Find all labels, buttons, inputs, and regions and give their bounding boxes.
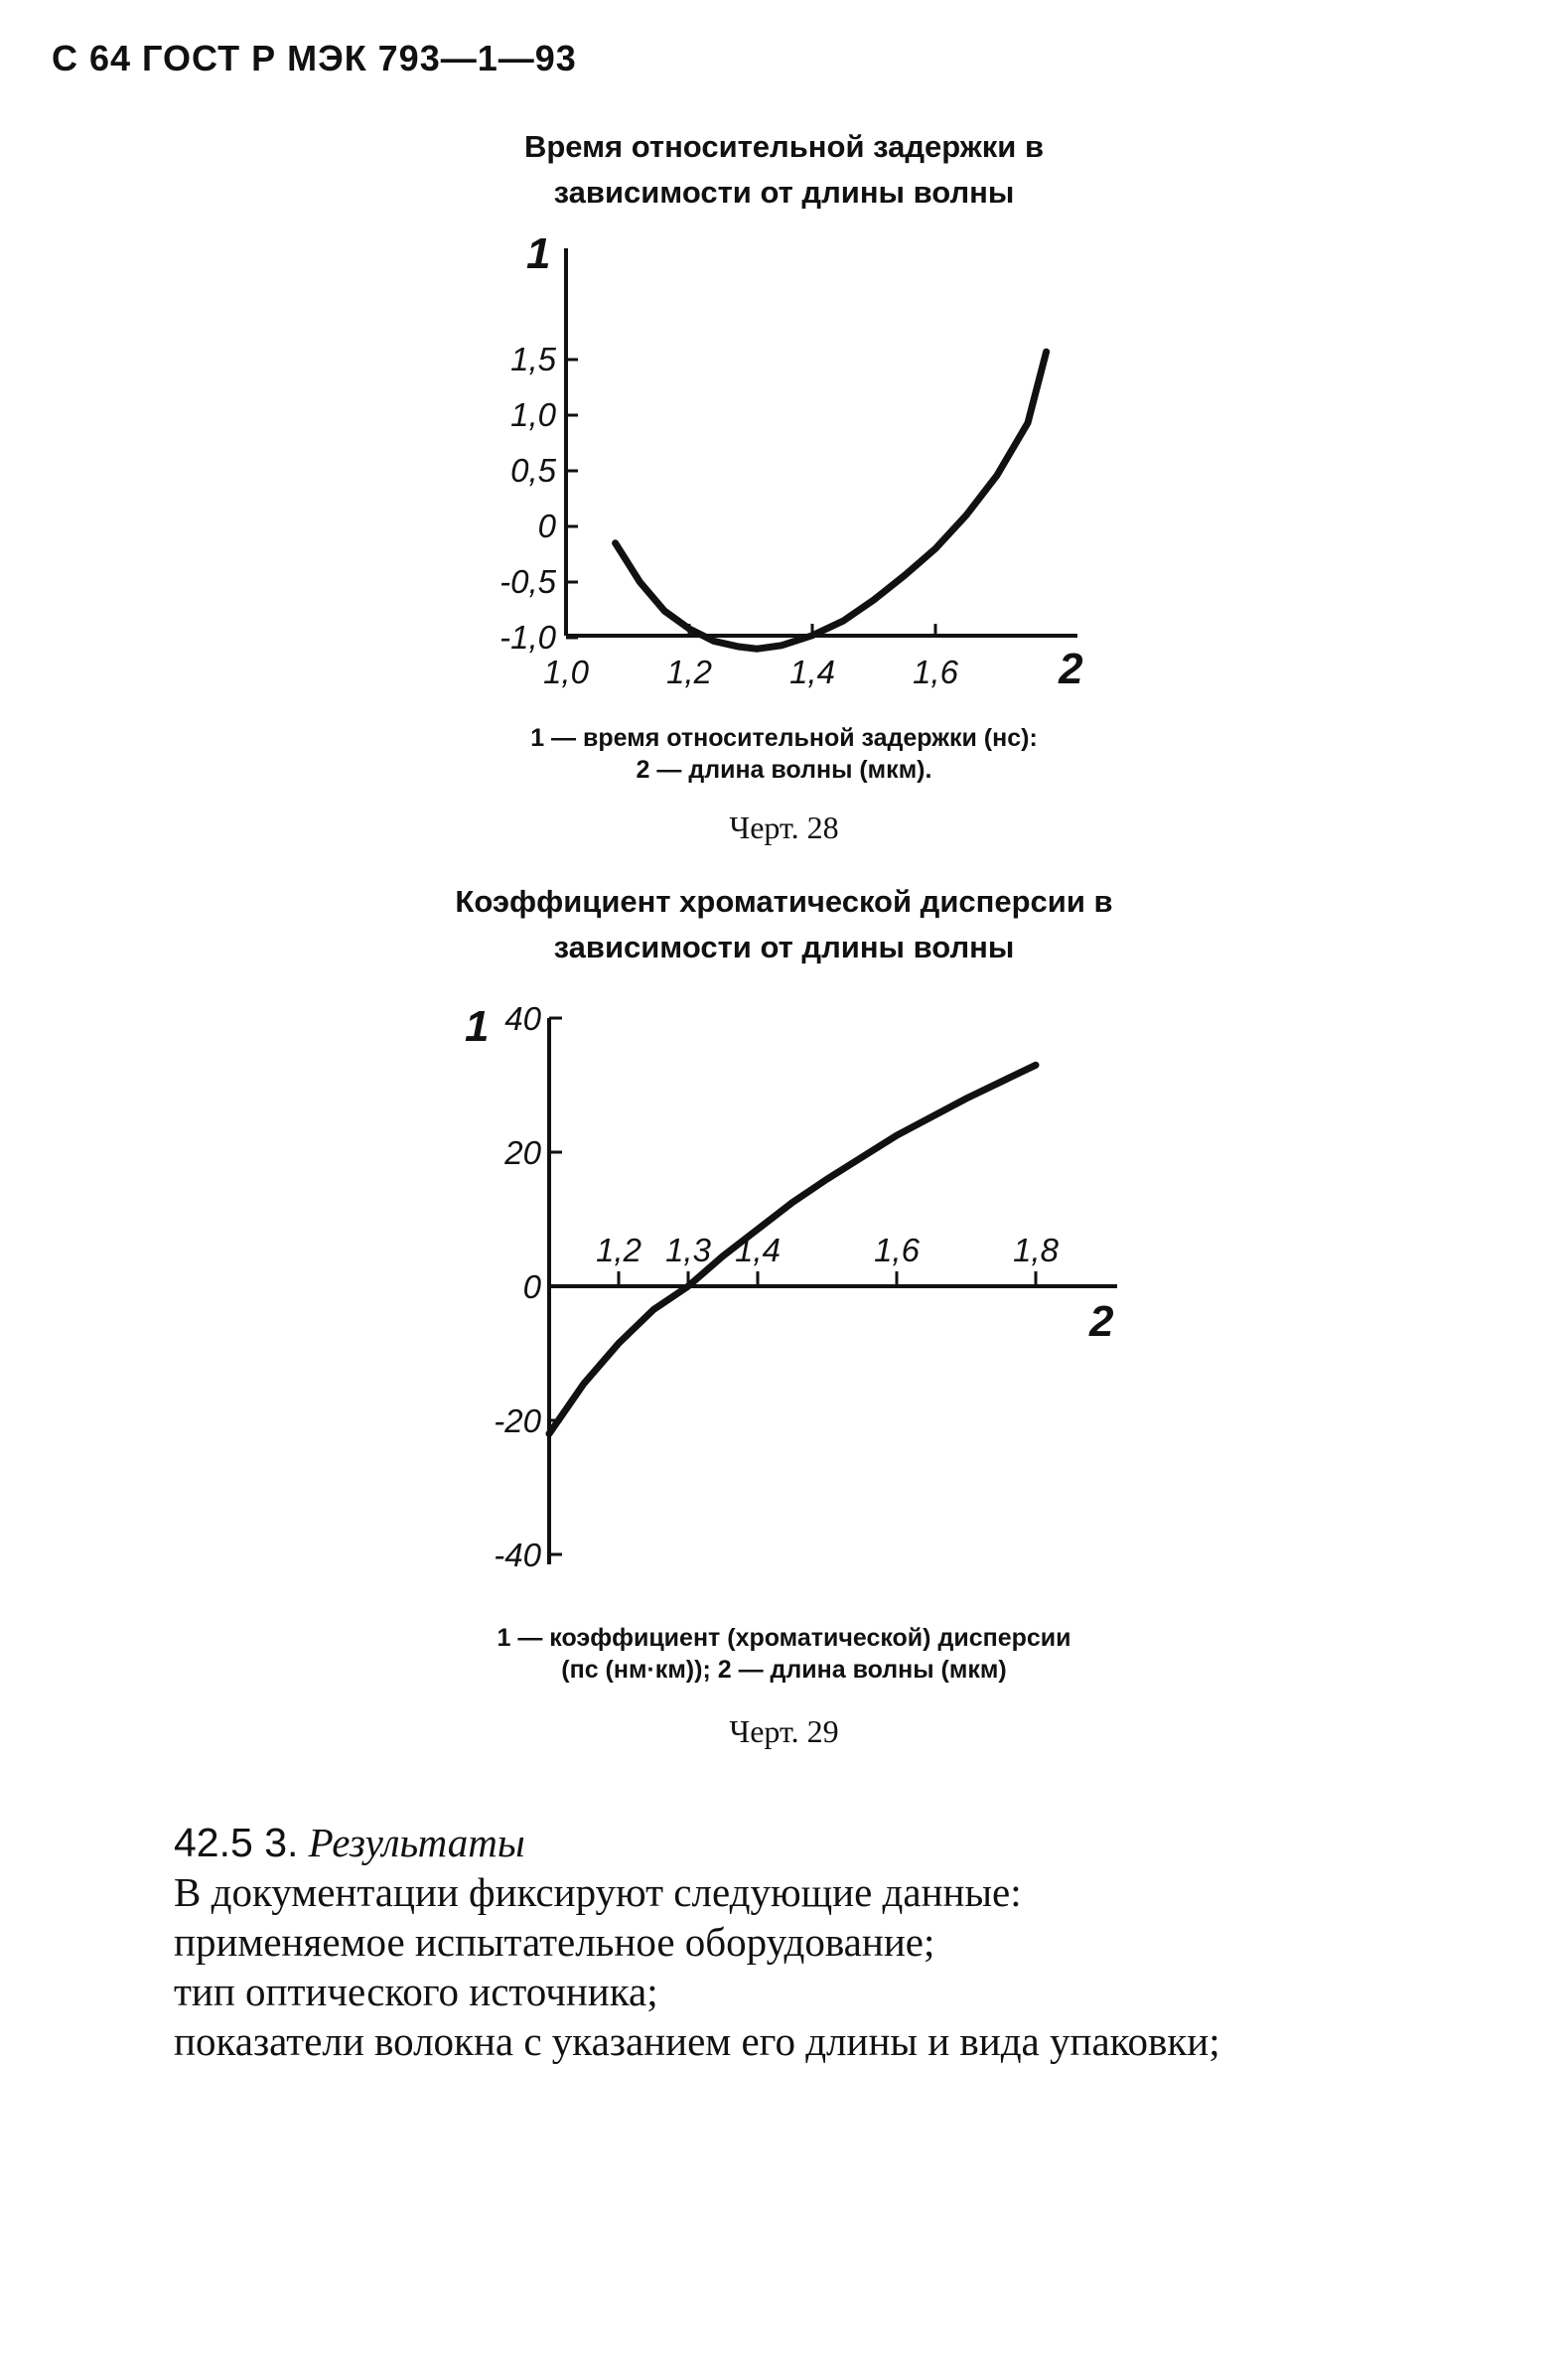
- x-tick-label: 1,8: [1013, 1232, 1059, 1268]
- x-tick-label: 1,6: [874, 1232, 920, 1268]
- section-title: Результаты: [308, 1820, 525, 1865]
- x-axis-label: 2: [1059, 645, 1083, 693]
- figure-29-title-line2: зависимости от длины волны: [553, 930, 1015, 964]
- figure-29-title: [0, 879, 1568, 970]
- x-tick-label: 1,6: [913, 654, 958, 690]
- figure-29-caption: [0, 1622, 1568, 1686]
- figure-29-caption-line2: (пс (нм·км)); 2 — длина волны (мкм): [561, 1656, 1007, 1684]
- figure-28-title-line1: Время относительной задержки в: [523, 129, 1045, 164]
- y-tick-label: 0,5: [510, 452, 556, 489]
- y-tick-label: 1,5: [510, 341, 556, 377]
- y-tick-label: -0,5: [499, 563, 556, 600]
- y-axis-label: 1: [465, 1002, 490, 1051]
- results-section: [174, 1818, 1524, 2066]
- y-tick-label: 1,0: [510, 396, 556, 433]
- figure-28-chart: [0, 228, 1568, 705]
- figure-29-chart: [0, 993, 1568, 1589]
- section-number: 42.5 3.: [174, 1820, 299, 1865]
- figure-29-caption-line1: 1 — коэффициент (хроматической) дисперсии: [497, 1624, 1071, 1652]
- x-axis-label: 2: [1089, 1297, 1114, 1346]
- x-tick-label: 1,4: [789, 654, 835, 690]
- y-tick-label: 40: [504, 1000, 541, 1037]
- figure-28-caption-line2: 2 — длина волны (мкм).: [636, 756, 932, 784]
- figure-28-title-line2: зависимости от длины волны: [553, 175, 1015, 210]
- y-tick-label: -1,0: [499, 619, 556, 656]
- figure-28-title: [0, 124, 1568, 216]
- x-tick-label: 1,4: [735, 1232, 781, 1268]
- y-tick-label: 0: [522, 1268, 541, 1305]
- y-tick-label: -20: [494, 1402, 541, 1439]
- y-tick-label: 0: [537, 508, 556, 544]
- x-tick-label: 1,3: [665, 1232, 711, 1268]
- body-line: В документации фиксируют следующие данные:: [174, 1869, 1022, 1915]
- figure-29-title-line1: Коэффициент хроматической дисперсии в: [455, 884, 1113, 919]
- figure-28-caption-line1: 1 — время относительной задержки (нс):: [530, 724, 1038, 752]
- figure-28-number: Черт. 28: [729, 810, 839, 845]
- body-line: тип оптического источника;: [174, 1969, 658, 2014]
- y-axis-label: 1: [526, 229, 551, 278]
- y-tick-label: -40: [494, 1537, 541, 1573]
- section-heading: [174, 1818, 1524, 1867]
- body-line: применяемое испытательное оборудование;: [174, 1919, 935, 1965]
- x-tick-label: 1,2: [666, 654, 712, 690]
- delay-curve: [616, 352, 1047, 649]
- x-tick-label: 1,2: [596, 1232, 641, 1268]
- figure-28-caption: [0, 722, 1568, 786]
- page-header: С 64 ГОСТ Р МЭК 793—1—93: [52, 38, 577, 78]
- body-line: показатели волокна с указанием его длины и вида упаковки;: [174, 2018, 1220, 2064]
- figure-29-number: Черт. 29: [729, 1713, 839, 1749]
- y-tick-label: 20: [504, 1134, 541, 1171]
- x-tick-label: 1,0: [543, 654, 589, 690]
